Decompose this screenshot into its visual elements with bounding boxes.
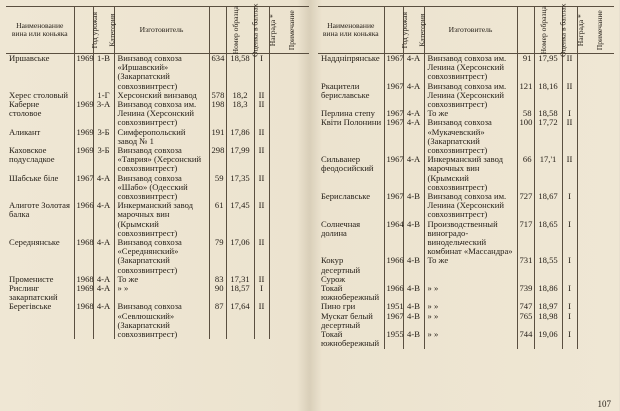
maker-cell: Винзавод совхоза им. Ленина (Херсонский совхозвинтрест)	[114, 100, 209, 128]
sample-number-cell: 59	[209, 174, 226, 202]
category-cell: 4-В	[403, 312, 424, 330]
wine-name-cell: Пино гри	[318, 302, 384, 311]
note-cell	[269, 174, 309, 202]
table-row	[318, 118, 614, 155]
table-row	[6, 238, 309, 275]
score-cell: 18,3	[226, 100, 254, 128]
year-cell: 1969	[74, 284, 93, 302]
category-cell: 4-В	[403, 220, 424, 257]
award-cell: II	[254, 100, 269, 128]
header-award: Награда *	[562, 7, 577, 54]
sample-number-cell: 79	[209, 238, 226, 275]
score-cell: 18,98	[534, 312, 562, 330]
category-cell: 4-В	[403, 192, 424, 220]
maker-cell: То же	[114, 275, 209, 284]
sample-number-cell: 66	[517, 155, 534, 192]
sample-number-cell: 727	[517, 192, 534, 220]
category-cell: 3-Б	[93, 128, 114, 146]
year-cell: 1967	[384, 192, 403, 220]
category-cell: 4-А	[93, 174, 114, 202]
wine-name-cell: Променисте	[6, 275, 74, 284]
year-cell: 1967	[384, 312, 403, 330]
category-cell: 1-В	[93, 54, 114, 91]
year-cell: 1969	[74, 100, 93, 128]
category-cell: 4-А	[403, 109, 424, 118]
year-cell: 1964	[384, 220, 403, 257]
maker-cell: Винзавод совхоза «Мукачевский» (Закарпатский совхозвинтрест)	[424, 118, 517, 155]
note-cell	[577, 54, 614, 82]
table-row	[6, 128, 309, 146]
header-sample: Номер образца	[517, 7, 534, 54]
award-cell: II	[254, 302, 269, 339]
right-header-row	[318, 7, 614, 54]
score-cell: 17,64	[226, 302, 254, 339]
score-cell: 17,'1	[534, 155, 562, 192]
sample-number-cell: 83	[209, 275, 226, 284]
maker-cell: Винзавод совхоза им. Ленина (Херсонский совхозвинтрест)	[424, 54, 517, 82]
award-cell: I	[562, 330, 577, 348]
score-cell: 17,45	[226, 201, 254, 238]
table-row	[318, 284, 614, 302]
table-row	[318, 256, 614, 284]
score-cell: 18,58	[226, 54, 254, 91]
score-cell: 18,65	[534, 220, 562, 257]
maker-cell: Винзавод совхоза «Севлюшский» (Закарпатский совхозвинтрест)	[114, 302, 209, 339]
sample-number-cell: 765	[517, 312, 534, 330]
maker-cell: Производственный виноградо-винодельческий комбинат «Массандра»	[424, 220, 517, 257]
wine-name-cell: Аликант	[6, 128, 74, 146]
category-cell: 4-В	[403, 284, 424, 302]
wine-name-cell: Ркацители бериславське	[318, 82, 384, 110]
note-cell	[577, 118, 614, 155]
award-cell: II	[562, 118, 577, 155]
award-cell: II	[562, 82, 577, 110]
score-cell: 17,06	[226, 238, 254, 275]
table-row	[6, 201, 309, 238]
award-cell: II	[562, 155, 577, 192]
category-cell: 4-А	[403, 54, 424, 82]
wine-name-cell: Шабське біле	[6, 174, 74, 202]
note-cell	[577, 155, 614, 192]
wine-name-cell: Середнянське	[6, 238, 74, 275]
year-cell: 1966	[384, 284, 403, 302]
note-cell	[577, 330, 614, 348]
wine-name-cell: Кокур десертный Сурож	[318, 256, 384, 284]
note-cell	[269, 238, 309, 275]
category-cell: 4-А	[93, 238, 114, 275]
sample-number-cell: 578	[209, 91, 226, 100]
note-cell	[269, 201, 309, 238]
sample-number-cell: 731	[517, 256, 534, 284]
sample-number-cell: 91	[517, 54, 534, 82]
left-wine-table	[6, 3, 309, 340]
maker-cell: Винзавод совхоза «Таврия» (Херсонский совхозвинтрест)	[114, 146, 209, 174]
header-category: Категория	[93, 7, 114, 54]
wine-name-cell: Бериславське	[318, 192, 384, 220]
maker-cell: Инкерманский завод марочных вин (Крымский совхозвинтрест)	[114, 201, 209, 238]
table-row	[318, 82, 614, 110]
maker-cell: Херсонский винзавод	[114, 91, 209, 100]
award-cell: II	[254, 128, 269, 146]
table-row	[6, 275, 309, 284]
sample-number-cell: 90	[209, 284, 226, 302]
note-cell	[577, 284, 614, 302]
category-cell: 4-А	[403, 118, 424, 155]
sample-number-cell: 100	[517, 118, 534, 155]
year-cell: 1968	[74, 302, 93, 339]
note-cell	[269, 100, 309, 128]
note-cell	[269, 54, 309, 91]
note-cell	[577, 220, 614, 257]
score-cell: 18,16	[534, 82, 562, 110]
category-cell: 3-А	[93, 100, 114, 128]
wine-name-cell: Токай южнобережный	[318, 284, 384, 302]
award-cell: II	[254, 275, 269, 284]
maker-cell: Инкерманский завод марочных вин (Крымский совхозвинтрест)	[424, 155, 517, 192]
category-cell: 4-А	[93, 201, 114, 238]
note-cell	[269, 146, 309, 174]
header-name: Наименование вина или коньяка	[6, 7, 74, 54]
year-cell: 1967	[384, 109, 403, 118]
note-cell	[577, 192, 614, 220]
year-cell: 1955	[384, 330, 403, 348]
award-cell: I	[562, 284, 577, 302]
table-row	[318, 312, 614, 330]
header-maker: Изготовитель	[424, 7, 517, 54]
award-cell: I	[254, 54, 269, 91]
year-cell: 1967	[384, 82, 403, 110]
left-header-row	[6, 7, 309, 54]
sample-number-cell: 744	[517, 330, 534, 348]
header-year: Год урожая	[74, 7, 93, 54]
maker-cell: Винзавод совхоза «Иршавский» (Закарпатский совхозвинтрест)	[114, 54, 209, 91]
note-cell	[269, 91, 309, 100]
header-note: Примечание	[577, 7, 614, 54]
award-cell: I	[562, 312, 577, 330]
note-cell	[269, 128, 309, 146]
header-name: Наименование вина или коньяка	[318, 7, 384, 54]
award-cell: I	[562, 192, 577, 220]
score-cell: 18,2	[226, 91, 254, 100]
wine-name-cell: Херес столовый	[6, 91, 74, 100]
page-number: 107	[597, 399, 611, 409]
header-note: Примечание	[269, 7, 309, 54]
award-cell: I	[254, 284, 269, 302]
wine-name-cell: Каховское подусладкое	[6, 146, 74, 174]
maker-cell: » »	[114, 284, 209, 302]
score-cell: 19,06	[534, 330, 562, 348]
score-cell: 17,72	[534, 118, 562, 155]
wine-name-cell: Квіти Полонини	[318, 118, 384, 155]
maker-cell: То же	[424, 109, 517, 118]
year-cell: 1969	[74, 128, 93, 146]
category-cell: 4-А	[93, 302, 114, 339]
year-cell: 1966	[74, 201, 93, 238]
category-cell: 4-В	[403, 330, 424, 348]
year-cell: 1966	[384, 256, 403, 284]
maker-cell: Винзавод совхоза им. Ленина (Херсонский совхозвинтрест)	[424, 82, 517, 110]
sample-number-cell: 58	[517, 109, 534, 118]
score-cell: 18,67	[534, 192, 562, 220]
table-row	[318, 54, 614, 82]
award-cell: II	[254, 146, 269, 174]
sample-number-cell: 717	[517, 220, 534, 257]
maker-cell: Симферопольский завод № 1	[114, 128, 209, 146]
note-cell	[577, 82, 614, 110]
score-cell: 17,99	[226, 146, 254, 174]
award-cell: II	[254, 238, 269, 275]
table-row	[6, 54, 309, 91]
award-cell: II	[254, 174, 269, 202]
year-cell: 1969	[74, 146, 93, 174]
category-cell: 4-А	[403, 82, 424, 110]
category-cell: 4-В	[403, 302, 424, 311]
award-cell: II	[254, 91, 269, 100]
note-cell	[577, 109, 614, 118]
year-cell: 1968	[74, 275, 93, 284]
year-cell: 1967	[384, 155, 403, 192]
table-row	[6, 146, 309, 174]
category-cell: 4-А	[93, 284, 114, 302]
table-row	[318, 220, 614, 257]
wine-name-cell: Мускат белый десертный	[318, 312, 384, 330]
year-cell: 1951	[384, 302, 403, 311]
header-year: Год урожая	[384, 7, 403, 54]
table-row	[318, 155, 614, 192]
wine-name-cell: Наддніпрянське	[318, 54, 384, 82]
wine-name-cell: Токай южнобережный	[318, 330, 384, 348]
score-cell: 18,97	[534, 302, 562, 311]
category-cell: 4-А	[93, 275, 114, 284]
award-cell: I	[562, 109, 577, 118]
award-cell: I	[562, 256, 577, 284]
table-row	[318, 192, 614, 220]
note-cell	[577, 312, 614, 330]
header-score: Оценка в баллах	[226, 7, 254, 54]
score-cell: 17,35	[226, 174, 254, 202]
sample-number-cell: 61	[209, 201, 226, 238]
header-score: Оценка в баллах	[534, 7, 562, 54]
category-cell: 1-Г	[93, 91, 114, 100]
maker-cell: » »	[424, 302, 517, 311]
maker-cell: » »	[424, 312, 517, 330]
table-row	[318, 330, 614, 348]
score-cell: 18,55	[534, 256, 562, 284]
table-row	[6, 302, 309, 339]
wine-name-cell: Сильванер феодосийский	[318, 155, 384, 192]
wine-name-cell: Перлина степу	[318, 109, 384, 118]
sample-number-cell: 634	[209, 54, 226, 91]
award-cell: I	[562, 302, 577, 311]
category-cell: 3-Б	[93, 146, 114, 174]
score-cell: 17,86	[226, 128, 254, 146]
wine-name-cell: Алиготе Золотая балка	[6, 201, 74, 238]
table-row	[6, 174, 309, 202]
wine-name-cell: Солнечная долина	[318, 220, 384, 257]
award-cell: II	[254, 201, 269, 238]
header-category: Категория	[403, 7, 424, 54]
right-wine-table	[318, 3, 614, 349]
year-cell: 1968	[74, 238, 93, 275]
year-cell: 1967	[74, 174, 93, 202]
sample-number-cell: 87	[209, 302, 226, 339]
note-cell	[269, 302, 309, 339]
sample-number-cell: 198	[209, 100, 226, 128]
award-cell: II	[562, 54, 577, 82]
score-cell: 18,58	[534, 109, 562, 118]
wine-name-cell: Каберне столовое	[6, 100, 74, 128]
category-cell: 4-А	[403, 155, 424, 192]
table-row	[6, 284, 309, 302]
wine-name-cell: Берегівське	[6, 302, 74, 339]
year-cell: 1969	[74, 54, 93, 91]
note-cell	[269, 284, 309, 302]
year-cell: 1967	[384, 54, 403, 82]
note-cell	[577, 256, 614, 284]
note-cell	[577, 302, 614, 311]
header-award: Награда *	[254, 7, 269, 54]
sample-number-cell: 298	[209, 146, 226, 174]
table-row	[6, 100, 309, 128]
award-cell: I	[562, 220, 577, 257]
score-cell: 18,86	[534, 284, 562, 302]
maker-cell: Винзавод совхоза «Шабо» (Одесский совхозвинтрест)	[114, 174, 209, 202]
wine-name-cell: Рислинг закарпатский	[6, 284, 74, 302]
sample-number-cell: 121	[517, 82, 534, 110]
header-sample: Номер образца	[209, 7, 226, 54]
maker-cell: То же	[424, 256, 517, 284]
sample-number-cell: 739	[517, 284, 534, 302]
note-cell	[269, 275, 309, 284]
maker-cell: Винзавод совхоза «Середнянский» (Закарпатский совхозвинтрест)	[114, 238, 209, 275]
sample-number-cell: 191	[209, 128, 226, 146]
header-maker: Изготовитель	[114, 7, 209, 54]
maker-cell: » »	[424, 330, 517, 348]
maker-cell: » »	[424, 284, 517, 302]
score-cell: 17,95	[534, 54, 562, 82]
year-cell: 1967	[384, 118, 403, 155]
sample-number-cell: 747	[517, 302, 534, 311]
category-cell: 4-В	[403, 256, 424, 284]
score-cell: 17,31	[226, 275, 254, 284]
maker-cell: Винзавод совхоза им. Ленина (Херсонский совхозвинтрест)	[424, 192, 517, 220]
score-cell: 18,57	[226, 284, 254, 302]
wine-name-cell: Иршавське	[6, 54, 74, 91]
